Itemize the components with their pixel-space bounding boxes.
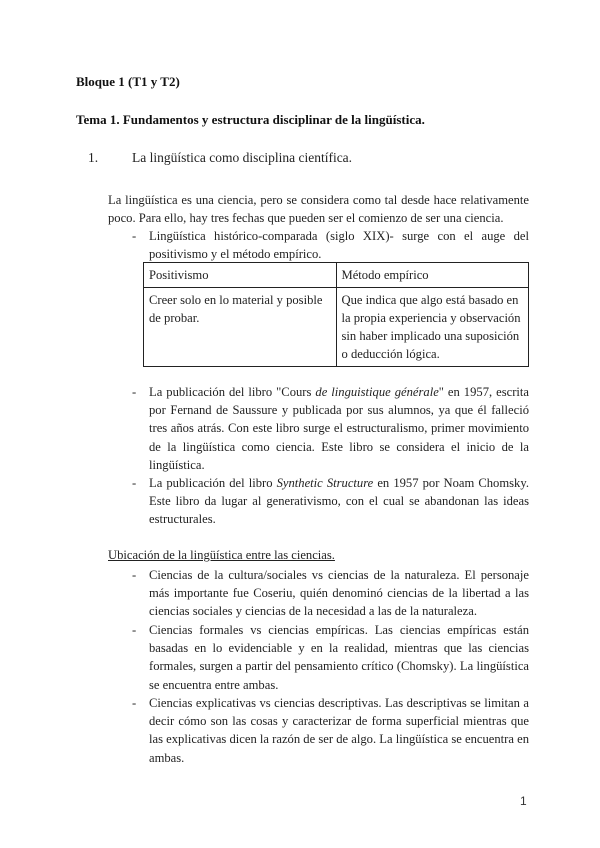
dash-marker: - (132, 568, 137, 582)
list-item-text: La publicación del libro (149, 476, 277, 490)
list-item-text: " en 1957, escrita por Fernand de Saussure y publicada por sus alumnos, ya que él falleció tres años atrás. Con este libro surge el estructuralismo, primer movimiento de la lingüística como ciencia. Este libro se considera el inicio de la lingüística. (149, 385, 529, 472)
list-item-text: Ciencias de la cultura/sociales vs ciencias de la naturaleza. El personaje más importante fue Coseriu, quién denominó ciencias de la libertad a las ciencias sociales y ciencias de la necesidad a las de la naturaleza. (149, 568, 529, 619)
book-title: de linguistique générale (315, 385, 439, 399)
section-title: La lingüística como disciplina científica. (132, 150, 353, 165)
list-item-text: Lingüística histórico-comparada (siglo XIX)- surge con el auge del positivismo y el método empírico. (149, 229, 529, 262)
page-number: 1 (520, 794, 527, 808)
dash-marker: - (132, 385, 137, 399)
list-item-text: La publicación del libro "Cours (149, 385, 316, 399)
book-title: Synthetic Structure (276, 476, 374, 490)
comparison-table (143, 262, 529, 367)
dash-marker: - (132, 696, 137, 710)
table-header-row (144, 263, 529, 288)
list-item (132, 474, 529, 529)
block-title: Bloque 1 (T1 y T2) (76, 74, 180, 89)
tema-title: Tema 1. Fundamentos y estructura disciplinar de la lingüística. (76, 112, 425, 127)
dash-marker: - (132, 623, 137, 637)
list-item-text: Ciencias formales vs ciencias empíricas. Las ciencias empíricas están basadas en lo evidenciable y en la realidad, mientras que las ciencias formales, surgen a partir del pensamiento crítico (Chomsky). La lingüística se encuentra entre ambas. (149, 623, 529, 692)
table-header-cell: Método empírico (336, 263, 529, 288)
list-item-text: Ciencias explicativas vs ciencias descriptivas. Las descriptivas se limitan a decir cómo son las cosas y caracterizar de forma superficial mientras que las explicativas dicen la razón de ser de algo. La lingüística se encuentra en ambas. (149, 696, 529, 765)
list-item (132, 383, 529, 474)
intro-paragraph: La lingüística es una ciencia, pero se considera como tal desde hace relativamente poco. Para ello, hay tres fechas que pueden ser el comienzo de ser una ciencia. (108, 193, 529, 225)
table-cell: Que indica que algo está basado en la propia experiencia y observación sin haber implicado una suposición o deducción lógica. (336, 288, 529, 367)
section-number: 1. (88, 150, 99, 165)
subheading (108, 548, 335, 563)
table-header-cell: Positivismo (144, 263, 337, 288)
dash-marker: - (132, 229, 137, 243)
subheading-text: Ubicación de la lingüística entre las ciencias. (108, 548, 335, 562)
dash-marker: - (132, 476, 137, 490)
list-item-text: en 1957 por Noam Chomsky. Este libro da lugar al generativismo, con el cual se abandonan las ideas estructurales. (149, 476, 529, 527)
table-row (144, 288, 529, 367)
list-item (132, 566, 529, 621)
list-item (132, 621, 529, 694)
table-cell: Creer solo en lo material y posible de probar. (144, 288, 337, 367)
list-item (132, 227, 529, 263)
list-item (132, 694, 529, 767)
